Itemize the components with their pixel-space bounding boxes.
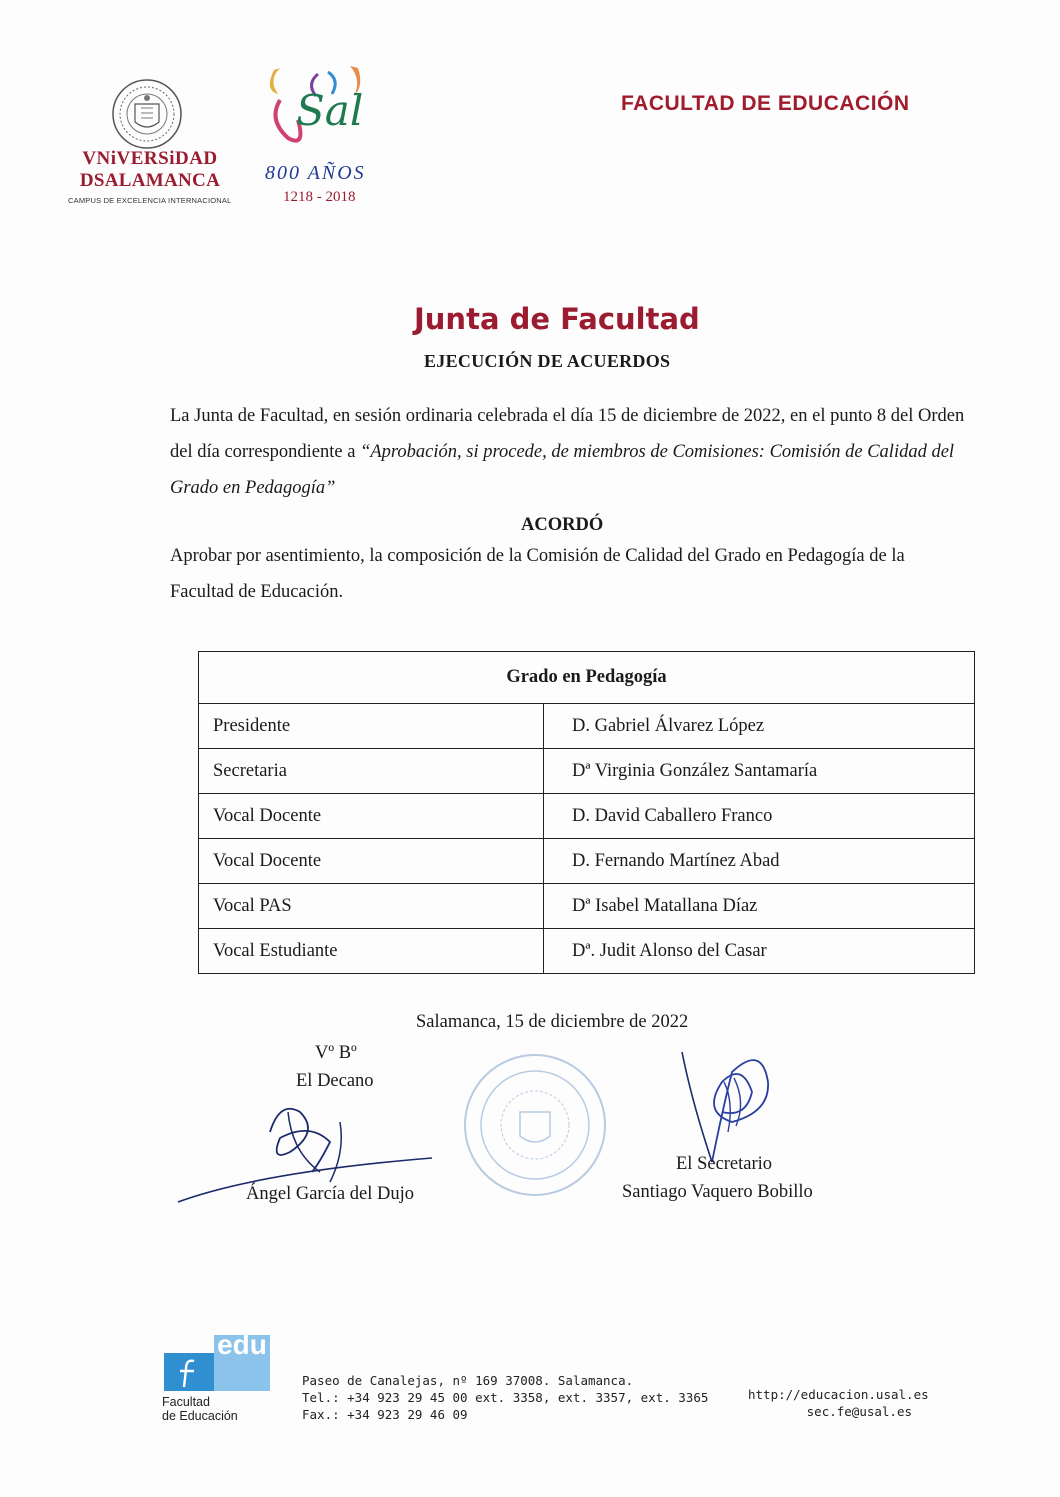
footer-website[interactable]: http://educacion.usal.es [748,1387,929,1402]
university-name-line2: DSALAMANCA [79,170,221,191]
member-name: D. Gabriel Álvarez López [544,704,975,749]
member-role: Vocal Docente [199,794,544,839]
faculty-header: FACULTAD DE EDUCACIÓN [621,92,910,115]
member-role: Vocal Estudiante [199,929,544,974]
secretary-title: El Secretario [676,1154,773,1174]
faculty-logo-label-line2: de Educación [162,1409,238,1423]
university-seal [110,78,184,150]
secretary-name: Santiago Vaquero Bobillo [622,1182,813,1202]
footer-contact [302,1372,708,1423]
anniversary-label: 800 AÑOS [265,162,366,184]
faculty-logo-label [162,1395,238,1423]
agreement-paragraph: Aprobar por asentimiento, la composición de la Comisión de Calidad del Grado en Pedagogía de la Facultad de Educación. [170,546,905,602]
member-name: Dª Virginia González Santamaría [544,749,975,794]
university-name [60,148,240,192]
member-name: D. Fernando Martínez Abad [544,839,975,884]
intro-agenda-item: “Aprobación, si procede, de miembros de Comisiones: Comisión de Calidad del Grado en Pedagogía” [170,442,955,498]
dean-title: El Decano [296,1071,374,1091]
member-role: Presidente [199,704,544,749]
dean-name: Ángel García del Dujo [246,1184,414,1204]
vobo-label: Vº Bº [315,1043,357,1063]
intro-paragraph [170,398,970,506]
university-name-line1: VNiVERSiDAD [82,148,218,169]
member-name: D. David Caballero Franco [544,794,975,839]
footer-web [748,1386,929,1420]
table-row [199,929,975,974]
faculty-stamp [460,1050,610,1200]
anniversary-logo-word: Sal [296,86,364,135]
table-row [199,884,975,929]
table-row [199,794,975,839]
member-role: Vocal Docente [199,839,544,884]
intro-text: La Junta de Facultad, en sesión ordinaria celebrada el día 15 de diciembre de 2022, en el punto 8 del Orden del día correspondiente a [170,406,965,462]
footer-address: Paseo de Canalejas, nº 169 37008. Salamanca. [302,1373,634,1388]
faculty-stamp-icon [460,1050,610,1200]
agreement-label: ACORDÓ [521,515,604,535]
commission-table [198,651,975,974]
member-role: Vocal PAS [199,884,544,929]
university-seal-icon [110,78,184,150]
page-title: Junta de Facultad [414,302,700,336]
table-header-row [199,652,975,704]
member-name: Dª. Judit Alonso del Casar [544,929,975,974]
faculty-logo [164,1329,270,1391]
footer-fax: Fax.: +34 923 29 46 09 [302,1407,468,1422]
table-row [199,704,975,749]
campus-label: CAMPUS DE EXCELENCIA INTERNACIONAL [68,196,232,205]
anniversary-years: 1218 - 2018 [283,189,356,205]
anniversary-logo [258,60,388,172]
member-name: Dª Isabel Matallana Díaz [544,884,975,929]
faculty-logo-word: edu [217,1329,267,1360]
page-subtitle: EJECUCIÓN DE ACUERDOS [424,351,671,371]
faculty-logo-f-icon [174,1357,204,1389]
faculty-logo-label-line1: Facultad [162,1395,210,1409]
member-role: Secretaria [199,749,544,794]
place-date: Salamanca, 15 de diciembre de 2022 [416,1012,689,1032]
table-row [199,839,975,884]
footer-email[interactable]: sec.fe@usal.es [806,1404,912,1419]
table-row [199,749,975,794]
table-header: Grado en Pedagogía [199,652,975,704]
footer-phone: Tel.: +34 923 29 45 00 ext. 3358, ext. 3357, ext. 3365 [302,1390,709,1405]
